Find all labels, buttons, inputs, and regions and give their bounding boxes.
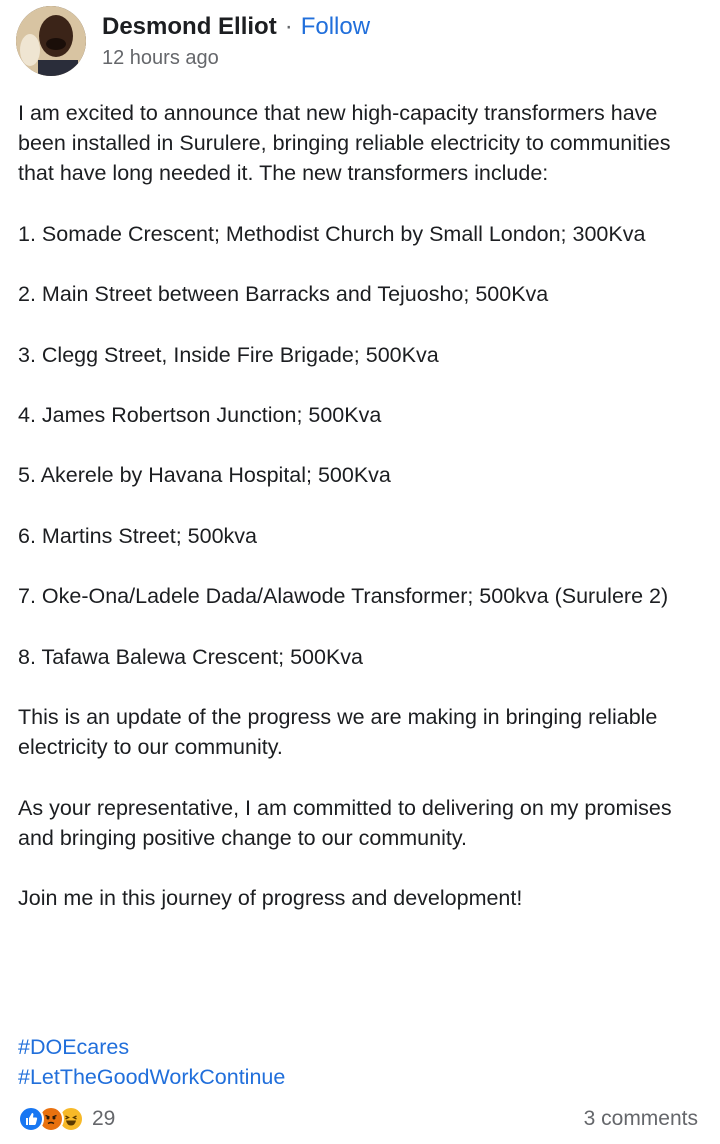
hashtag-link[interactable]: #DOEcares xyxy=(18,1035,130,1059)
list-item: 5. Akerele by Havana Hospital; 500Kva xyxy=(18,463,391,488)
reactions-summary[interactable] xyxy=(18,1106,115,1132)
hashtag-list xyxy=(18,1032,285,1092)
post-header xyxy=(16,4,370,78)
post-paragraph: This is an update of the progress we are making in bringing reliable electricity to our community. xyxy=(18,704,658,760)
post-footer xyxy=(18,1102,698,1136)
post-timestamp[interactable]: 12 hours ago xyxy=(102,46,219,69)
post-paragraph: Join me in this journey of progress and development! xyxy=(18,886,523,911)
hashtag-link[interactable]: #LetTheGoodWorkContinue xyxy=(18,1065,286,1089)
avatar-portrait-icon xyxy=(16,6,86,76)
post-paragraph: I am excited to announce that new high-capacity transformers have been installed in Surulere, bringing reliable electricity to communities that have long needed it. The new transformers include: xyxy=(18,101,671,186)
reaction-count[interactable]: 29 xyxy=(92,1107,116,1130)
author-name[interactable]: Desmond Elliot xyxy=(102,12,277,40)
like-icon xyxy=(18,1106,44,1132)
post-meta xyxy=(102,13,370,70)
list-item: 2. Main Street between Barracks and Tejuosho; 500Kva xyxy=(18,282,549,307)
list-item: 6. Martins Street; 500kva xyxy=(18,523,257,548)
comments-link[interactable]: 3 comments xyxy=(583,1107,698,1130)
post-body xyxy=(18,98,708,913)
separator-dot: · xyxy=(284,12,293,40)
list-item: 3. Clegg Street, Inside Fire Brigade; 500Kva xyxy=(18,342,439,367)
follow-button[interactable]: Follow xyxy=(300,12,371,40)
list-item: 1. Somade Crescent; Methodist Church by Small London; 300Kva xyxy=(18,221,646,246)
author-avatar[interactable] xyxy=(16,6,86,76)
post-paragraph: As your representative, I am committed to delivering on my promises and bringing positive change to our community. xyxy=(18,795,672,850)
list-item: 4. James Robertson Junction; 500Kva xyxy=(18,402,382,427)
list-item: 7. Oke-Ona/Ladele Dada/Alawode Transformer; 500kva (Surulere 2) xyxy=(18,584,669,609)
list-item: 8. Tafawa Balewa Crescent; 500Kva xyxy=(18,644,363,669)
author-line xyxy=(102,13,370,41)
